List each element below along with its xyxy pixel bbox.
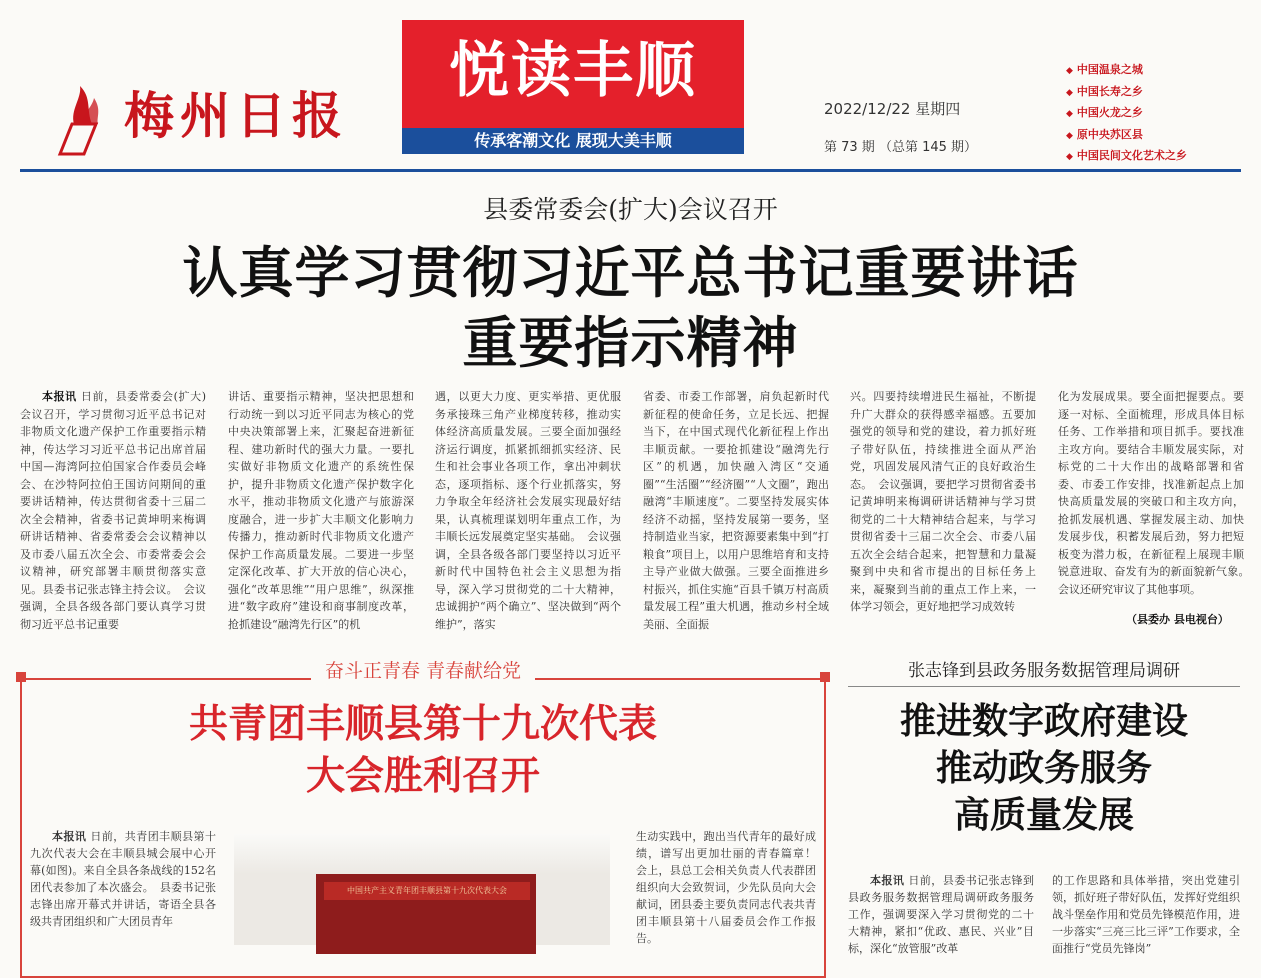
lead-column-text: 遇，以更大力度、更实举措、更优服务承接珠三角产业梯度转移，推动实体经济高质量发展。三要全面加强经济运行调度，抓紧抓细抓实经济、民生和社会事业各项工作，拿出冲刺状态，逐项指标、逐个行业抓落实，努力争取全年经济社会发展实现最好结果，认真梳理谋划明年重点工作，为丰顺长远发展奠定坚实基础。 会议强调，全县各级各部门要坚持以习近平新时代中国特色社会主义思想为指导，深入学习贯彻党的二十大精神，忠诚拥护“两个确立”、坚决做到“两个维护”，落实 [435, 390, 621, 631]
diamond-bullet-icon: ◆ [1066, 66, 1073, 76]
lead-column-2 [228, 388, 414, 631]
county-slogans [1066, 60, 1187, 168]
story3-headline [848, 698, 1240, 839]
story2-column-text: 生动实践中，跑出当代青年的最好成绩，谱写出更加壮丽的青春篇章！ 会上，县总工会相关负责人代表群团组织向大会致贺词，少先队员向大会献词，团县委主要负责同志代表共青团丰顺县第十八届委员会作工作报告。 [636, 830, 827, 945]
lede-tag: 本报讯 [870, 874, 905, 887]
story3-headline-line: 推进数字政府建设 [899, 700, 1188, 742]
lead-column-1 [20, 388, 206, 631]
lead-headline [0, 238, 1261, 378]
story3-headline-line: 推动政务服务 [935, 747, 1152, 789]
diamond-bullet-icon: ◆ [1066, 87, 1073, 98]
slogan-item: ◆ 中国民间文化艺术之乡 [1066, 149, 1187, 162]
diamond-bullet-icon: ◆ [1066, 152, 1073, 162]
story3-kicker: 张志锋到县政务服务数据管理局调研 [908, 661, 1180, 681]
lead-credit: （县委办 县电视台） [1126, 613, 1229, 626]
congress-photo [234, 834, 610, 945]
lede-tag: 本报讯 [42, 390, 77, 403]
slogan-item: ◆ 中国温泉之城 [1066, 63, 1143, 76]
story3-column-text: 日前，县委书记张志锋到县政务服务数据管理局调研政务服务工作，强调要深入学习贯彻党的二十大精神，紧扣“优政、惠民、兴业”目标，深化“放管服”改革 [848, 874, 1035, 955]
lead-column-text: 讲话、重要指示精神，坚决把思想和行动统一到以习近平同志为核心的党中央决策部署上来，汇聚起奋进新征程、建功新时代的强大力量。一要扎实做好非物质文化遗产的系统性保护，提升非物质文化遗产保护数字化水平，推动非物质文化遗产与旅游深度融合，进一步扩大丰顺文化影响力传播力，推动新时代非物质文化遗产保护工作高质量发展。二要进一步坚定深化改革、扩大开放的信心决心，强化“改革思维”“用户思维”，纵深推进“数字政府”建设和商事制度改革，抢抓建设“融湾先行区”的机 [228, 390, 414, 631]
story2-column-3 [636, 828, 827, 947]
story3-column-1 [848, 872, 1034, 957]
paper-logo-icon [52, 84, 118, 156]
lead-column-6 [1058, 388, 1255, 610]
story2-headline [20, 698, 826, 802]
lead-headline-line: 重要指示精神 [462, 310, 799, 375]
issue-date: 2022/12/22 星期四 [824, 100, 961, 118]
story2-headline-line: 大会胜利召开 [305, 753, 540, 799]
story2-kicker: 奋斗正青春 青春献给党 [20, 656, 826, 683]
story3-column-text: 的工作思路和具体举措，突出党建引领，抓好班子带好队伍，发挥好党组织战斗堡垒作用和党员先锋模范作用，进一步落实“三亮三比三评”工作要求，全面推行“党员先锋岗” [1052, 874, 1240, 955]
diamond-bullet-icon: ◆ [1066, 130, 1073, 141]
story3-column-2 [1052, 872, 1240, 957]
diamond-bullet-icon: ◆ [1066, 109, 1073, 119]
slogan-item: ◆ 原中央苏区县 [1066, 127, 1143, 141]
lead-column-text: 兴。四要持续增进民生福祉，不断提升广大群众的获得感幸福感。五要加强党的领导和党的建设，着力抓好班子带好队伍，持续推进全面从严治党，巩固发展风清气正的良好政治生态。 会议强调，要把学习贯彻省委书记黄坤明来梅调研讲话精神与学习贯彻党的二十大精神结合起来，与学习贯彻省委十三届二次全会、市委八届五次全会结合起来，把智慧和力量凝聚到中央和省市提出的目标任务上来，凝聚到当前的重点工作上来，一体学习领会，更好地把学习成效转 [850, 390, 1036, 613]
lead-column-text: 日前，县委常委会(扩大)会议召开，学习贯彻习近平总书记对非物质文化遗产保护工作重要指示精神，传达学习习近平总书记出席首届中国—海湾阿拉伯国家合作委员会峰会、在沙特阿拉伯王国访问期间的重要讲话精神，传达贯彻省委十三届二次全会精神，省委书记黄坤明来梅调研讲话精神、省委常委会会议精神以及市委八届五次全会、市委常委会会议精神，研究部署丰顺贯彻落实意见。县委书记张志锋主持会议。 会议强调，全县各级各部门要认真学习贯彻习近平总书记重要 [20, 390, 206, 631]
supplement-title: 悦读丰顺 [449, 36, 697, 106]
lead-column-text: 化为发展成果。要全面把握要点。要逐一对标、全面梳理，形成具体目标任务、工作举措和项目抓手。要找准主攻方向。要结合丰顺发展实际，对标党的二十大作出的战略部署和省委、市委工作安排，找准新起点上加快高质量发展的突破口和主攻方向，抢抓发展机遇、掌握发展主动、加快发展步伐，积蓄发展后劲，努力把短板变为潜力板，在新征程上展现丰顺锐意进取、奋发有为的新面貌新气象。 会议还研究审议了其他事项。 [1058, 390, 1255, 596]
paper-name: 梅州日报 [124, 86, 348, 145]
photo-banner-text: 中国共产主义青年团丰顺县第十九次代表大会 [324, 882, 530, 900]
story2-headline-line: 共青团丰顺县第十九次代表 [188, 701, 657, 747]
supplement-brand-box [402, 20, 744, 154]
photo-ceiling [234, 834, 610, 874]
slogan-item: ◆ 中国火龙之乡 [1066, 106, 1143, 119]
lead-column-text: 省委、市委工作部署，肩负起新时代新征程的使命任务，立足长远、把握当下，在中国式现代化新征程上作出丰顺贡献。一要抢抓建设“融湾先行区”的机遇，加快融入湾区“交通圈”“生活圈”“经济圈”“人文圈”，跑出融湾“丰顺速度”。二要坚持发展实体经济不动摇，坚持发展第一要务，坚持制造业当家，把资源要素集中到“打粮食”项目上，以用户思维培育和支持主导产业做大做强。三要全面推进乡村振兴，抓住实施“百县千镇万村高质量发展工程”重大机遇，推动乡村全域美丽、全面振 [643, 390, 829, 631]
story3-headline-line: 高质量发展 [953, 794, 1134, 836]
slogan-item: ◆ 中国长寿之乡 [1066, 84, 1143, 98]
masthead-divider [20, 169, 1241, 172]
lead-headline-line: 认真学习贯彻习近平总书记重要讲话 [182, 240, 1079, 305]
lead-column-4 [643, 388, 829, 631]
lede-tag: 本报讯 [52, 830, 87, 843]
story3-divider [848, 686, 1240, 687]
supplement-subtitle: 传承客潮文化 展现大美丰顺 [402, 128, 744, 154]
story2-column-1 [30, 828, 216, 930]
issue-number: 第 73 期 （总第 145 期） [824, 140, 978, 155]
lead-column-3 [435, 388, 621, 631]
lead-column-5 [850, 388, 1036, 628]
story2-column-text: 日前，共青团丰顺县第十九次代表大会在丰顺县城会展中心开幕(如图)。来自全县各条战线的152名团代表参加了本次盛会。 县委书记张志锋出席开幕式并讲话，寄语全县各级共青团组织和广大团员青年 [30, 830, 217, 928]
lead-kicker: 县委常委会(扩大)会议召开 [483, 195, 778, 224]
